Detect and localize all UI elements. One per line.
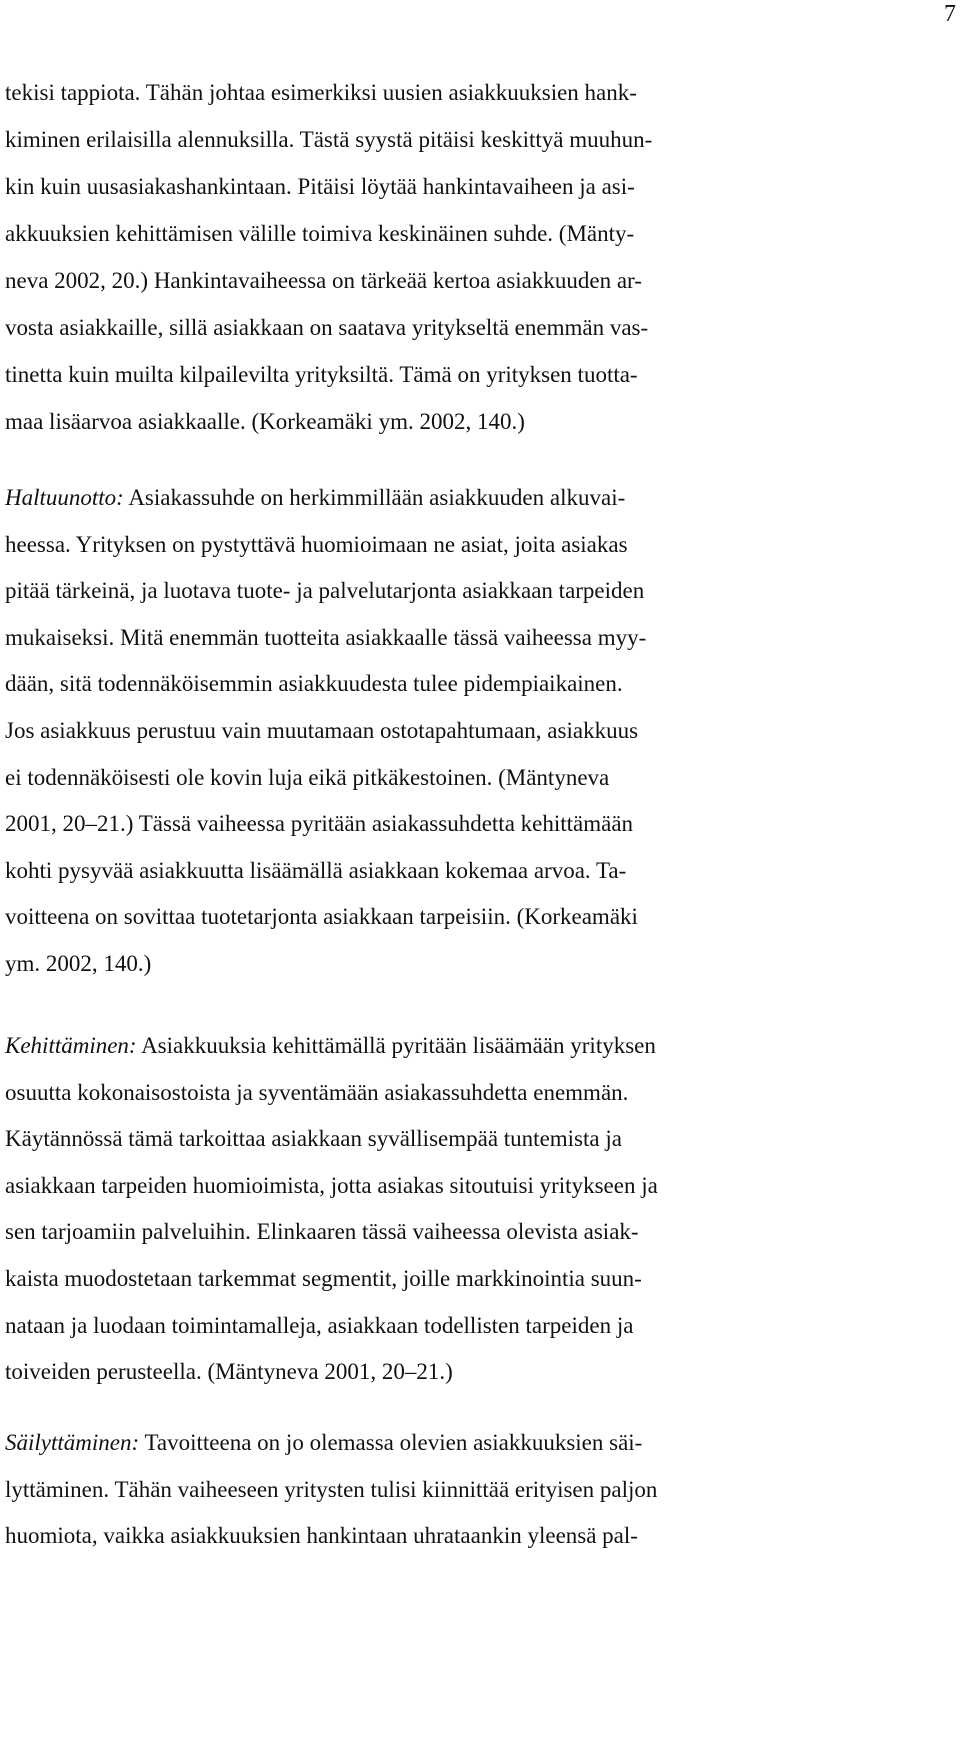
text-line: 2001, 20–21.) Tässä vaiheessa pyritään asiakassuhdetta kehittämään xyxy=(5,811,634,837)
text-line: akkuuksien kehittämisen välille toimiva keskinäinen suhde. (Mänty- xyxy=(5,221,635,246)
text-fragment: Asiakkuuksia kehittämällä pyritään lisäämään yrityksen xyxy=(136,1033,656,1058)
paragraph-kehittaminen xyxy=(5,1023,658,1396)
paragraph-haltuunotto xyxy=(5,475,646,988)
term-heading: Haltuunotto: xyxy=(5,485,124,510)
text-line: kiminen erilaisilla alennuksilla. Tästä syystä pitäisi keskittyä muuhun- xyxy=(5,127,653,152)
text-line: huomiota, vaikka asiakkuuksien hankintaan uhrataankin yleensä pal- xyxy=(5,1523,638,1549)
text-line: toiveiden perusteella. (Mäntyneva 2001, 20–21.) xyxy=(5,1359,453,1385)
text-line: ym. 2002, 140.) xyxy=(5,950,152,976)
text-line: tekisi tappiota. Tähän johtaa esimerkiksi uusien asiakkuuksien hank- xyxy=(5,80,637,105)
text-line: voitteena on sovittaa tuotetarjonta asiakkaan tarpeisiin. (Korkeamäki xyxy=(5,904,638,930)
text-line: lyttäminen. Tähän vaiheeseen yritysten tulisi kiinnittää erityisen paljon xyxy=(5,1476,658,1502)
text-line: neva 2002, 20.) Hankintavaiheessa on tärkeää kertoa asiakkuuden ar- xyxy=(5,268,642,293)
text-line: Käytännössä tämä tarkoittaa asiakkaan syvällisempää tuntemista ja xyxy=(5,1126,622,1152)
text-line: Jos asiakkuus perustuu vain muutamaan ostotapahtumaan, asiakkuus xyxy=(5,717,639,743)
text-line: kaista muodostetaan tarkemmat segmentit, joille markkinointia suun- xyxy=(5,1265,642,1291)
text-fragment: Tavoitteena on jo olemassa olevien asiakkuuksien säi- xyxy=(139,1430,643,1455)
text-line: ei todennäköisesti ole kovin luja eikä pitkäkestoinen. (Mäntyneva xyxy=(5,764,610,790)
paragraph-sailyttaminen xyxy=(5,1420,657,1560)
text-line: nataan ja luodaan toimintamalleja, asiakkaan todellisten tarpeiden ja xyxy=(5,1312,634,1338)
page-number: 7 xyxy=(944,1,956,27)
text-line: maa lisäarvoa asiakkaalle. (Korkeamäki ym. 2002, 140.) xyxy=(5,409,525,434)
text-line: osuutta kokonaisostoista ja syventämään asiakassuhdetta enemmän. xyxy=(5,1079,629,1105)
text-line: mukaiseksi. Mitä enemmän tuotteita asiakkaalle tässä vaiheessa myy- xyxy=(5,624,647,650)
term-heading: Säilyttäminen: xyxy=(5,1430,140,1455)
text-line xyxy=(5,1023,658,1070)
text-line: kin kuin uusasiakashankintaan. Pitäisi löytää hankintavaiheen ja asi- xyxy=(5,174,635,199)
text-line: heessa. Yrityksen on pystyttävä huomioimaan ne asiat, joita asiakas xyxy=(5,531,628,557)
text-line: pitää tärkeinä, ja luotava tuote- ja palvelutarjonta asiakkaan tarpeiden xyxy=(5,578,645,604)
paragraph-acquisition xyxy=(5,69,652,445)
text-line: dään, sitä todennäköisemmin asiakkuudesta tulee pidempiaikainen. xyxy=(5,671,623,697)
term-heading: Kehittäminen: xyxy=(5,1033,137,1058)
text-line: vosta asiakkaille, sillä asiakkaan on saatava yritykseltä enemmän vas- xyxy=(5,315,649,340)
text-line xyxy=(5,1420,657,1467)
text-line: asiakkaan tarpeiden huomioimista, jotta asiakas sitoutuisi yritykseen ja xyxy=(5,1172,658,1198)
text-line: tinetta kuin muilta kilpailevilta yrityksiltä. Tämä on yrityksen tuotta- xyxy=(5,362,638,387)
text-line: sen tarjoamiin palveluihin. Elinkaaren tässä vaiheessa olevista asiak- xyxy=(5,1219,639,1245)
text-line: kohti pysyvää asiakkuutta lisäämällä asiakkaan kokemaa arvoa. Ta- xyxy=(5,857,627,883)
text-line xyxy=(5,475,646,522)
text-fragment: Asiakassuhde on herkimmillään asiakkuuden alkuvai- xyxy=(123,485,626,510)
